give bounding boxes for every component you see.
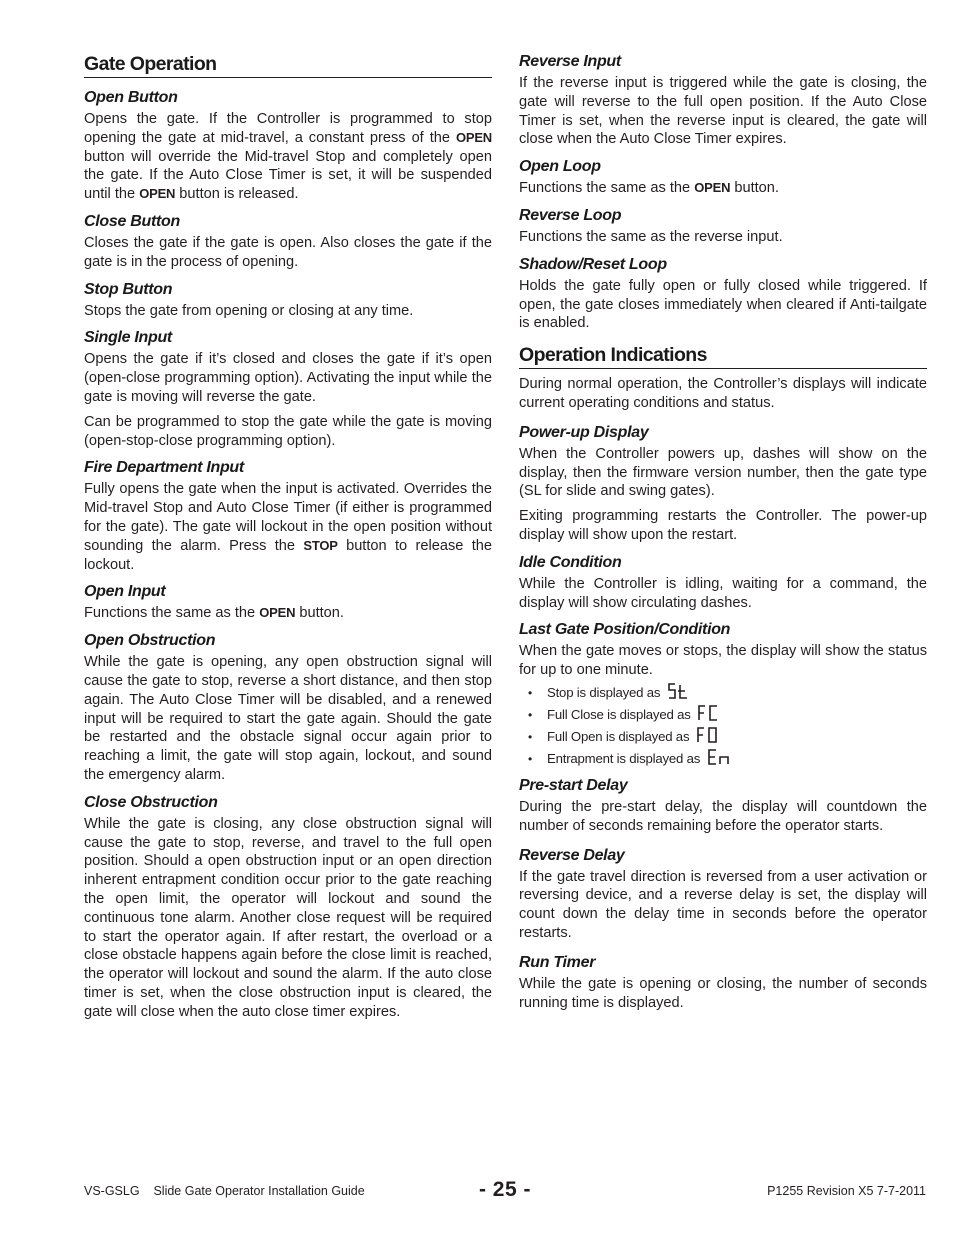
open-input-text: Functions the same as the OPEN button. bbox=[84, 605, 344, 622]
list-item: • Entrapment is displayed as bbox=[528, 748, 927, 770]
heading-power-up-display: Power-up Display bbox=[519, 423, 649, 441]
section-title-operation-indications: Operation Indications bbox=[519, 343, 927, 369]
operation-indications-intro: During normal operation, the Controller’s displays will indicate current operating conditions and status. bbox=[519, 376, 927, 411]
seven-segment-fc-icon bbox=[698, 705, 720, 721]
heading-close-button: Close Button bbox=[84, 212, 180, 230]
list-item: • Stop is displayed as bbox=[528, 682, 927, 704]
close-obstruction-text: While the gate is closing, any close obstruction signal will cause the gate to stop, reverse, and travel to the full open position. Should a open obstruction input or an open direction inherent entrapment condition occur prior to the gate reaching the open limit, the operator will lockout and sound the continuous tone alarm. Another close request will be required to start the operator again. If after restart, the overload or a close obstacle happens again before the close limit is reached, the operator will lockout and sound the alarm. If the auto close timer is set, when the close obstruction input is cleared, the gate will close when the auto close timer expires. bbox=[84, 815, 492, 1020]
last-gate-position-text: When the gate moves or stops, the display will show the status for up to one minute. bbox=[519, 643, 927, 679]
reverse-loop-text: Functions the same as the reverse input. bbox=[519, 228, 783, 245]
heading-reverse-delay: Reverse Delay bbox=[519, 846, 625, 864]
heading-stop-button: Stop Button bbox=[84, 280, 173, 298]
power-up-text-2: Exiting programming restarts the Controller. The power-up display will show upon the restart. bbox=[519, 508, 927, 543]
heading-reverse-loop: Reverse Loop bbox=[519, 206, 622, 224]
right-column bbox=[519, 52, 927, 1012]
heading-fire-department-input: Fire Department Input bbox=[84, 459, 244, 477]
seven-segment-st-icon bbox=[668, 683, 690, 699]
page-footer bbox=[84, 1180, 926, 1204]
close-button-text: Closes the gate if the gate is open. Also closes the gate if the gate is in the process of opening. bbox=[84, 234, 492, 270]
heading-idle-condition: Idle Condition bbox=[519, 553, 622, 571]
open-button-text: Opens the gate. If the Controller is programmed to stop opening the gate at mid-travel, a constant press of the OPEN button will override the Mid-travel Stop and completely open the gate. If the Auto Close Timer is set, it will be suspended until the OPEN button is released. bbox=[84, 111, 492, 203]
single-input-text-2: Can be programmed to stop the gate while the gate is moving (open-stop-close programming option). bbox=[84, 413, 492, 449]
heading-run-timer: Run Timer bbox=[519, 953, 596, 971]
seven-segment-fo-icon bbox=[697, 727, 719, 743]
heading-open-input: Open Input bbox=[84, 583, 166, 601]
bullet-icon: • bbox=[528, 729, 533, 744]
left-column bbox=[84, 52, 492, 1021]
heading-pre-start-delay: Pre-start Delay bbox=[519, 776, 628, 794]
heading-open-loop: Open Loop bbox=[519, 158, 601, 176]
power-up-text-1: When the Controller powers up, dashes will show on the display, then the firmware version number, then the gate type (SL for slide and swing gates). bbox=[519, 445, 927, 500]
footer-document-title: VS-GSLG Slide Gate Operator Installation Guide bbox=[84, 1184, 365, 1198]
heading-reverse-input: Reverse Input bbox=[519, 53, 621, 70]
bullet-icon: • bbox=[528, 685, 533, 700]
heading-shadow-reset-loop: Shadow/Reset Loop bbox=[519, 255, 667, 273]
single-input-text-1: Opens the gate if it’s closed and closes the gate if it’s open (open-close programming option). Activating the input while the gate is moving will reverse the gate. bbox=[84, 351, 492, 405]
fire-input-text: Fully opens the gate when the input is activated. Overrides the Mid-travel Stop and Auto Close Timer (if either is programmed for the gate). The gate will lockout in the open position without sounding the alarm. Press the STOP button to release the lockout. bbox=[84, 481, 492, 573]
heading-open-button: Open Button bbox=[84, 89, 178, 106]
heading-single-input: Single Input bbox=[84, 329, 172, 347]
footer-revision: P1255 Revision X5 7-7-2011 bbox=[767, 1184, 926, 1198]
shadow-loop-text: Holds the gate fully open or fully closed while triggered. If open, the gate closes immediately when cleared if Anti-tailgate is enabled. bbox=[519, 277, 927, 332]
heading-last-gate-position: Last Gate Position/Condition bbox=[519, 621, 731, 639]
pre-start-delay-text: During the pre-start delay, the display will countdown the number of seconds remaining before the operator starts. bbox=[519, 798, 927, 834]
list-item: • Full Open is displayed as bbox=[528, 726, 927, 748]
display-codes-list bbox=[519, 682, 927, 770]
seven-segment-en-icon bbox=[708, 749, 732, 765]
heading-close-obstruction: Close Obstruction bbox=[84, 793, 218, 811]
open-obstruction-text: While the gate is opening, any open obstruction signal will cause the gate to stop, reverse a short distance, and then stop again. The Auto Close Timer will be disabled, and a renewed input will be required to start the gate again. Should the gate be restarted and the obstacle signal occur again prior to reaching a limit, the gate will stop again, lockout, and sound the emergency alarm. bbox=[84, 654, 492, 783]
bullet-icon: • bbox=[528, 751, 533, 766]
run-timer-text: While the gate is opening or closing, the number of seconds running time is displayed. bbox=[519, 975, 927, 1011]
section-title-gate-operation: Gate Operation bbox=[84, 52, 492, 78]
stop-button-text: Stops the gate from opening or closing at any time. bbox=[84, 302, 414, 319]
bullet-icon: • bbox=[528, 707, 533, 722]
reverse-delay-text: If the gate travel direction is reversed from a user activation or reversing device, and a reverse delay is set, the display will count down the delay time in seconds before the operator restarts. bbox=[519, 868, 927, 941]
idle-condition-text: While the Controller is idling, waiting for a command, the display will show circulating dashes. bbox=[519, 575, 927, 611]
page-number: - 25 - bbox=[478, 1178, 531, 1201]
heading-open-obstruction: Open Obstruction bbox=[84, 632, 216, 650]
list-item: • Full Close is displayed as bbox=[528, 704, 927, 726]
reverse-input-text: If the reverse input is triggered while the gate is closing, the gate will reverse to the full open position. If the Auto Close Timer is set, when the reverse input is cleared, the gate will close when the Auto Close Timer expires. bbox=[519, 75, 927, 148]
open-loop-text: Functions the same as the OPEN button. bbox=[519, 180, 779, 197]
